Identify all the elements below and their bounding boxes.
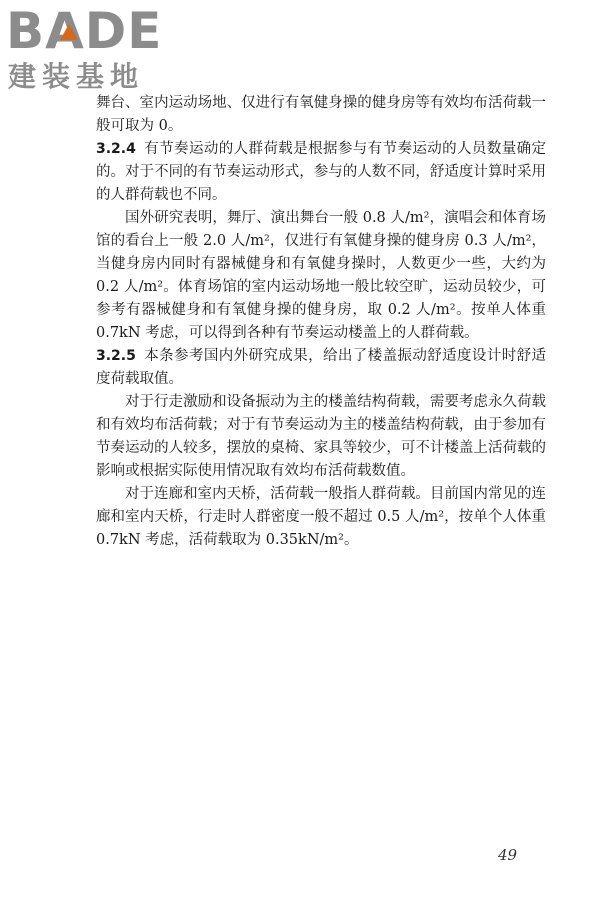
paragraph-text: 国外研究表明，舞厅、演出舞台一般 0.8 人/m²，演唱会和体育场馆的看台上一般 2.0 人/m²，仅进行有氧健身操的健身房 0.3 人/m²，当健身房内同时有器械健身和有氧健身操时，人数更少一些，大约为 0.2 人/m²。体育场馆的室内运动场地一般比较空旷，运动员较少，可参考有器械健身和有氧健身操的健身房，取 0.2 人/m²。按单人体重 0.7kN 考虑，可以得到各种有节奏运动楼盖上的人群荷载。 <box>96 210 546 341</box>
paragraph-text: 对于连廊和室内天桥，活荷载一般指人群荷载。目前国内常见的连廊和室内天桥，行走时人群密度一般不超过 0.5 人/m²，按单个人体重 0.7kN 考虑，活荷载取为 0.35kN/m²。 <box>96 486 546 548</box>
paragraph <box>96 483 546 552</box>
logo <box>6 2 186 92</box>
paragraph <box>96 92 546 138</box>
paragraph-text: 舞台、室内运动场地、仅进行有氧健身操的健身房等有效均布活荷载一般可取为 0。 <box>96 95 546 134</box>
paragraph-text: 有节奏运动的人群荷载是根据参与有节奏运动的人员数量确定的。对于不同的有节奏运动形式，参与的人数不同，舒适度计算时采用的人群荷载也不同。 <box>96 141 546 203</box>
logo-latin-text: BADE <box>6 2 163 60</box>
paragraph-text: 本条参考国内外研究成果，给出了楼盖振动舒适度设计时舒适度荷载取值。 <box>96 348 546 387</box>
document-body <box>96 92 546 552</box>
paragraph-section-3-2-4 <box>96 138 546 207</box>
logo-accent-triangle <box>60 24 78 40</box>
paragraph <box>96 207 546 345</box>
logo-chinese-text: 建装基地 <box>8 60 145 93</box>
paragraph <box>96 391 546 483</box>
section-number: 3.2.5 <box>96 348 136 364</box>
section-number: 3.2.4 <box>96 141 136 157</box>
paragraph-text: 对于行走激励和设备振动为主的楼盖结构荷载，需要考虑永久荷载和有效均布活荷载；对于有节奏运动为主的楼盖结构荷载，由于参加有节奏运动的人较多，摆放的桌椅、家具等较少，可不计楼盖上活荷载的影响或根据实际使用情况取有效均布活荷载数值。 <box>96 394 546 479</box>
page-number: 49 <box>498 846 518 864</box>
paragraph-section-3-2-5 <box>96 345 546 391</box>
